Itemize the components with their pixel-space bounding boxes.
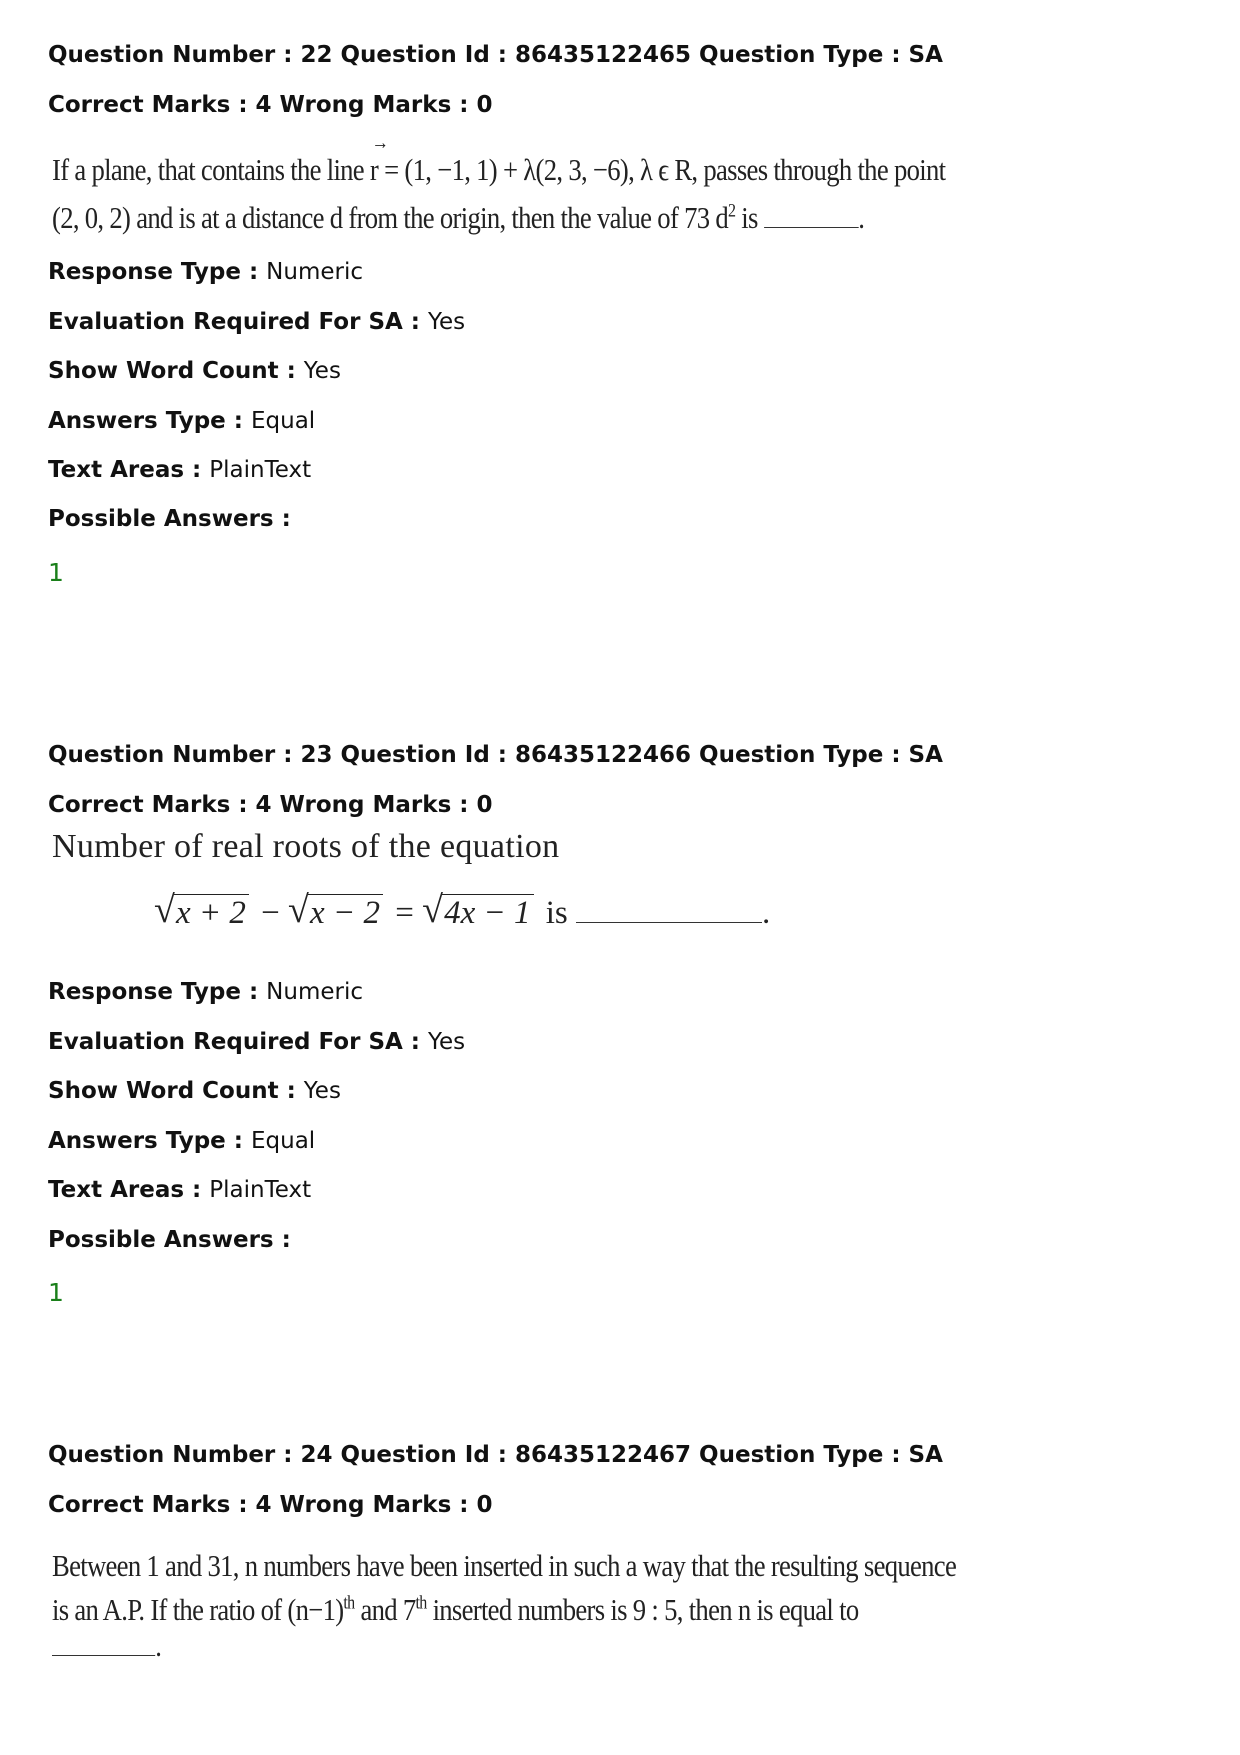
question-text: Between 1 and 31, n numbers have been inserted in such a way that the resulting sequence — [52, 1548, 957, 1583]
equation: √ x + 2 − √ x − 2 = √ 4x − 1 is . — [154, 889, 771, 931]
question-marks: Correct Marks : 4 Wrong Marks : 0 — [48, 92, 493, 118]
response-type: Response Type : Numeric — [48, 259, 364, 285]
answer-blank — [576, 922, 762, 923]
question-marks: Correct Marks : 4 Wrong Marks : 0 — [48, 1492, 493, 1518]
vector-arrow-icon: → — [371, 132, 389, 154]
question-text: If a plane, that contains the line → r = (1, −1, 1) + λ(2, 3, −6), λ ϵ R, passes through the point — [52, 132, 946, 187]
possible-answers-label: Possible Answers : — [48, 506, 291, 532]
question-text-line3: . — [52, 1628, 161, 1664]
question-text: Number of real roots of the equation — [52, 828, 560, 865]
possible-answers-label: Possible Answers : — [48, 1227, 291, 1253]
sqrt-term-3: √ 4x − 1 — [422, 894, 533, 932]
answer-blank — [52, 1655, 155, 1656]
show-word-count: Show Word Count : Yes — [48, 358, 341, 384]
text-areas: Text Areas : PlainText — [48, 1177, 312, 1203]
evaluation-required: Evaluation Required For SA : Yes — [48, 1029, 466, 1055]
answers-type: Answers Type : Equal — [48, 1128, 316, 1154]
question-text-line2: is an A.P. If the ratio of $(n-1)^{th}$ and 7th inserted numbers is 9 : 5, then n is equal to — [52, 1592, 859, 1627]
text-areas: Text Areas : PlainText — [48, 457, 312, 483]
radical-icon: √ — [288, 889, 309, 931]
question-header: Question Number : 22 Question Id : 86435122465 Question Type : SA — [48, 42, 943, 68]
question-marks: Correct Marks : 4 Wrong Marks : 0 — [48, 792, 493, 818]
question-header: Question Number : 24 Question Id : 86435122467 Question Type : SA — [48, 1442, 943, 1468]
possible-answer: 1 — [48, 558, 64, 587]
show-word-count: Show Word Count : Yes — [48, 1078, 341, 1104]
evaluation-required: Evaluation Required For SA : Yes — [48, 309, 466, 335]
sqrt-term-1: √ x + 2 — [154, 894, 249, 932]
question-text-line2: (2, 0, 2) and is at a distance d from the origin, then the value of 73 $d^2$ is . — [52, 200, 865, 235]
radical-icon: √ — [154, 889, 175, 931]
answer-blank — [764, 227, 859, 228]
response-type: Response Type : Numeric — [48, 979, 364, 1005]
question-header: Question Number : 23 Question Id : 86435122466 Question Type : SA — [48, 742, 943, 768]
possible-answer: 1 — [48, 1278, 64, 1307]
radical-icon: √ — [422, 889, 443, 931]
sqrt-term-2: √ x − 2 — [288, 894, 383, 932]
vector-r: → r — [369, 132, 389, 187]
answers-type: Answers Type : Equal — [48, 408, 316, 434]
